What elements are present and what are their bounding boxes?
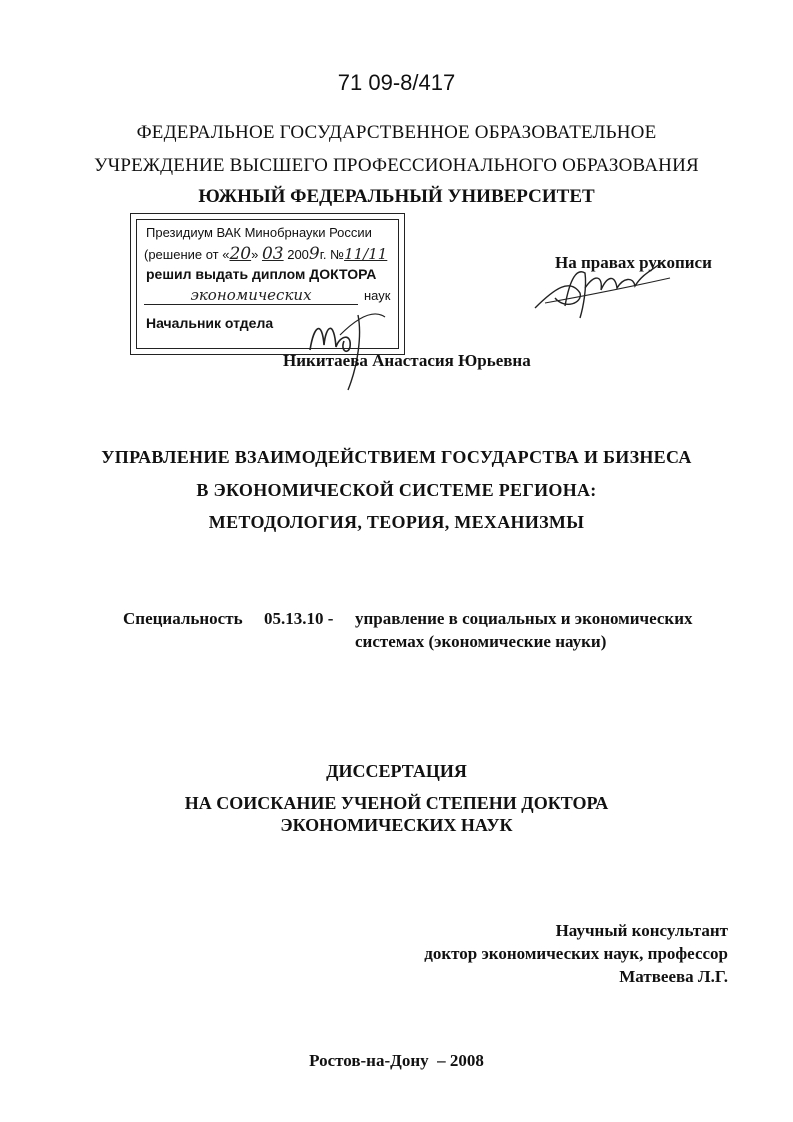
stamp-field-suffix: наук	[364, 288, 391, 303]
author-signature	[525, 248, 680, 328]
thesis-title-line-1: УПРАВЛЕНИЕ ВЗАИМОДЕЙСТВИЕМ ГОСУДАРСТВА И БИЗНЕСА	[101, 447, 692, 467]
manuscript-rights: На правах рукописи	[555, 253, 712, 272]
specialty-label: Специальность	[123, 609, 243, 628]
consultant-label: Научный консультант	[555, 921, 728, 940]
stamp-line-presidium: Президиум ВАК Минобрнауки России	[146, 225, 372, 240]
city-year: Ростов-на-Дону – 2008	[309, 1051, 484, 1070]
dissertation-degree-line-1: НА СОИСКАНИЕ УЧЕНОЙ СТЕПЕНИ ДОКТОРА	[184, 793, 609, 813]
specialty-code: 05.13.10 -	[264, 609, 334, 628]
thesis-title-line-3: МЕТОДОЛОГИЯ, ТЕОРИЯ, МЕХАНИЗМЫ	[208, 512, 585, 532]
dissertation-heading: ДИССЕРТАЦИЯ	[326, 761, 467, 781]
stamp-decision-no: г. №	[319, 247, 345, 262]
stamp-hw-field: экономических	[144, 286, 358, 305]
stamp-line-head: Начальник отдела	[146, 315, 274, 331]
stamp-hw-month: 03	[261, 244, 284, 264]
specialty-name-line-2: системах (экономические науки)	[355, 632, 607, 651]
consultant-degree: доктор экономических наук, профессор	[424, 944, 728, 963]
stamp-line-decision	[144, 244, 387, 264]
author-name: Никитаева Анастасия Юрьевна	[283, 351, 531, 370]
dissertation-degree-line-2: ЭКОНОМИЧЕСКИХ НАУК	[280, 815, 513, 835]
consultant-name: Матвеева Л.Г.	[619, 967, 728, 986]
stamp-decision-year: 200	[283, 247, 309, 262]
university-name: ЮЖНЫЙ ФЕДЕРАЛЬНЫЙ УНИВЕРСИТЕТ	[198, 186, 595, 207]
stamp-signature	[300, 295, 395, 395]
thesis-title-line-2: В ЭКОНОМИЧЕСКОЙ СИСТЕМЕ РЕГИОНА:	[196, 480, 597, 500]
institution-line-2: УЧРЕЖДЕНИЕ ВЫСШЕГО ПРОФЕССИОНАЛЬНОГО ОБРАЗОВАНИЯ	[94, 155, 699, 176]
stamp-decision-prefix: (решение от «	[144, 247, 230, 262]
stamp-hw-year-digit: 9	[308, 244, 320, 264]
registration-number: 71 09-8/417	[337, 70, 456, 95]
stamp-hw-day: 20	[229, 244, 252, 264]
stamp-line-decided: решил выдать диплом ДОКТОРА	[146, 266, 377, 282]
institution-line-1: ФЕДЕРАЛЬНОЕ ГОСУДАРСТВЕННОЕ ОБРАЗОВАТЕЛЬНОЕ	[136, 122, 657, 143]
specialty-name-line-1: управление в социальных и экономических	[355, 609, 693, 628]
stamp-hw-number: 11/11	[344, 245, 388, 263]
stamp-decision-mid: »	[251, 247, 262, 262]
